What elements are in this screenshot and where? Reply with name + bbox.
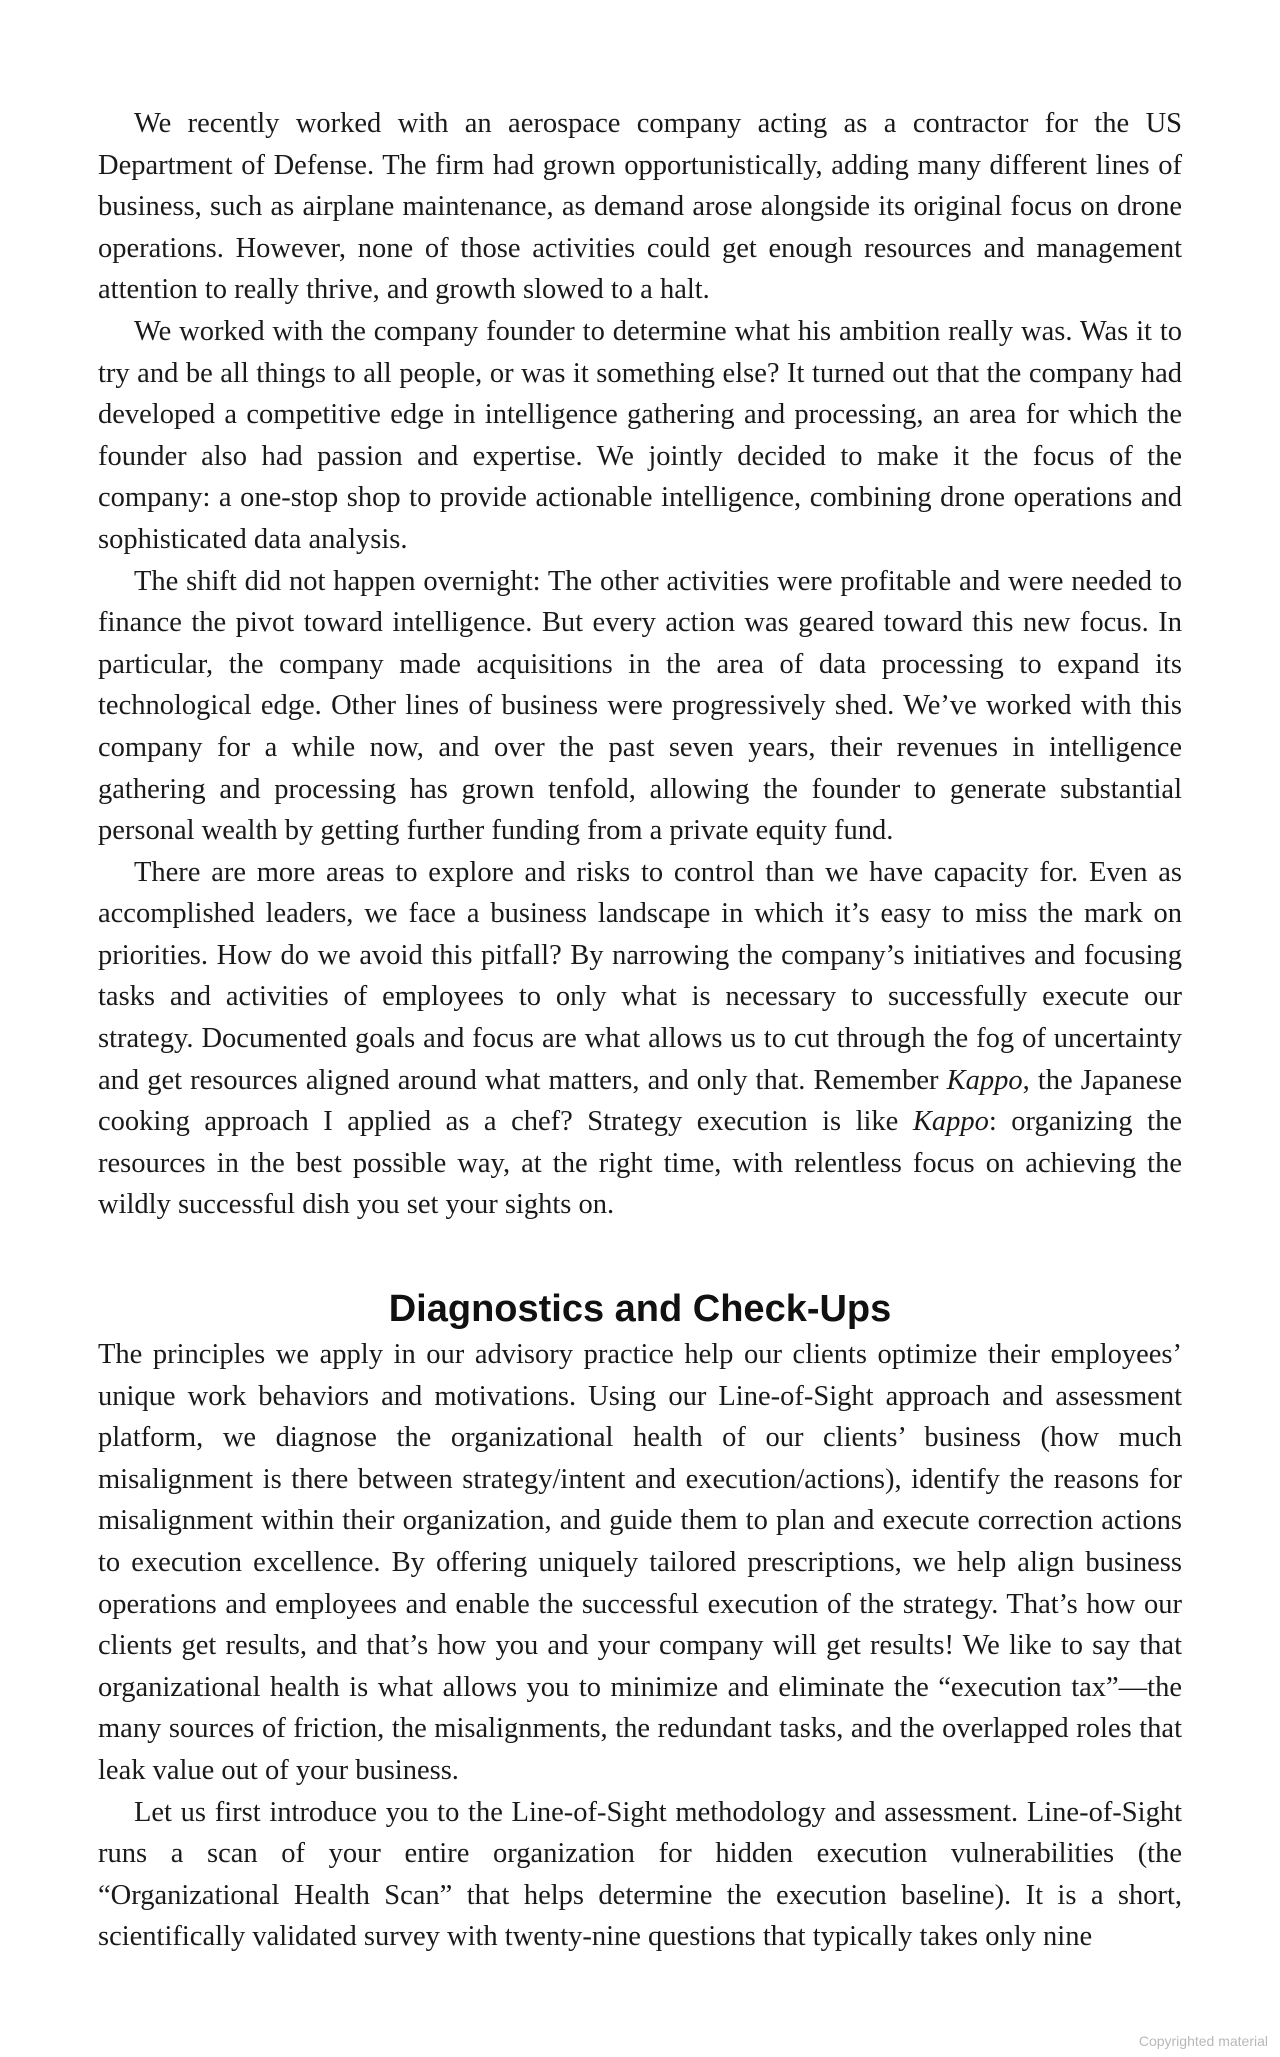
- paragraph-advisory-principles: The principles we apply in our advisory practice help our clients optimize their employees’ unique work behaviors and motivations. Using our Line-of-Sight approach and assessment platform, we diagnose the organizational health of our clients’ business (how much misalignment is there between strategy/intent and execution/actions), identify the reasons for misalignment within their organization, and guide them to plan and execute correction actions to execution excellence. By offering uniquely tailored prescriptions, we help align business operations and employees and enable the successful execution of the strategy. That’s how our clients get results, and that’s how you and your company will get results! We like to say that organizational health is what allows you to minimize and eliminate the “execution tax”—the many sources of friction, the misalignments, the redundant tasks, and the overlapped roles that leak value out of your business.: [98, 1339, 1182, 1786]
- paragraph-kappo-strategy: [98, 852, 1182, 1226]
- page-body: [98, 103, 1182, 1958]
- section-heading: Diagnostics and Check-Ups: [388, 1288, 892, 1331]
- copyright-watermark: Copyrighted material: [1138, 2033, 1268, 2049]
- paragraph-pivot-intelligence: The shift did not happen overnight: The other activities were profitable and were needed to finance the pivot toward intelligence. But every action was geared toward this new focus. In particular, the company made acquisitions in the area of data processing to expand its technological edge. Other lines of business were progressively shed. We’ve worked with this company for a while now, and over the past seven years, their revenues in intelligence gathering and processing has grown tenfold, allowing the founder to generate substantial personal wealth by getting further funding from a private equity fund.: [98, 565, 1182, 847]
- kappo-text-2: , the Japanese cooking approach I applied as a chef? Strategy execution is like: [98, 1064, 1182, 1138]
- paragraph-founder-ambition: We worked with the company founder to determine what his ambition really was. Was it to try and be all things to all people, or was it something else? It turned out that the company had developed a competitive edge in intelligence gathering and processing, an area for which the founder also had passion and expertise. We jointly decided to make it the focus of the company: a one-stop shop to provide actionable intelligence, combining drone operations and sophisticated data analysis.: [98, 315, 1182, 555]
- paragraph-aerospace-company: We recently worked with an aerospace company acting as a contractor for the US Department of Defense. The firm had grown opportunistically, adding many different lines of business, such as airplane maintenance, as demand arose alongside its original focus on drone operations. However, none of those activities could get enough resources and management attention to really thrive, and growth slowed to a halt.: [98, 108, 1182, 306]
- kappo-term-2: Kappo: [912, 1106, 989, 1138]
- kappo-text-1: There are more areas to explore and risks to control than we have capacity for. Even as accomplished leaders, we face a business landscape in which it’s easy to miss the mark on priorities. How do we avoid this pitfall? By narrowing the company’s initiatives and focusing tasks and activities of employees to only what is necessary to successfully execute our strategy. Documented goals and focus are what allows us to cut through the fog of uncertainty and get resources aligned around what matters, and only that. Remember: [98, 856, 1182, 1096]
- kappo-term-1: Kappo: [946, 1064, 1023, 1096]
- kappo-text-3: : organizing the resources in the best possible way, at the right time, with relentless focus on achieving the wildly successful dish you set your sights on.: [98, 1106, 1182, 1221]
- paragraph-line-of-sight: Let us first introduce you to the Line-of-Sight methodology and assessment. Line-of-Sight runs a scan of your entire organization for hidden execution vulnerabilities (the “Organizational Health Scan” that helps determine the execution baseline). It is a short, scientifically validated survey with twenty-nine questions that typically takes only nine: [98, 1796, 1182, 1953]
